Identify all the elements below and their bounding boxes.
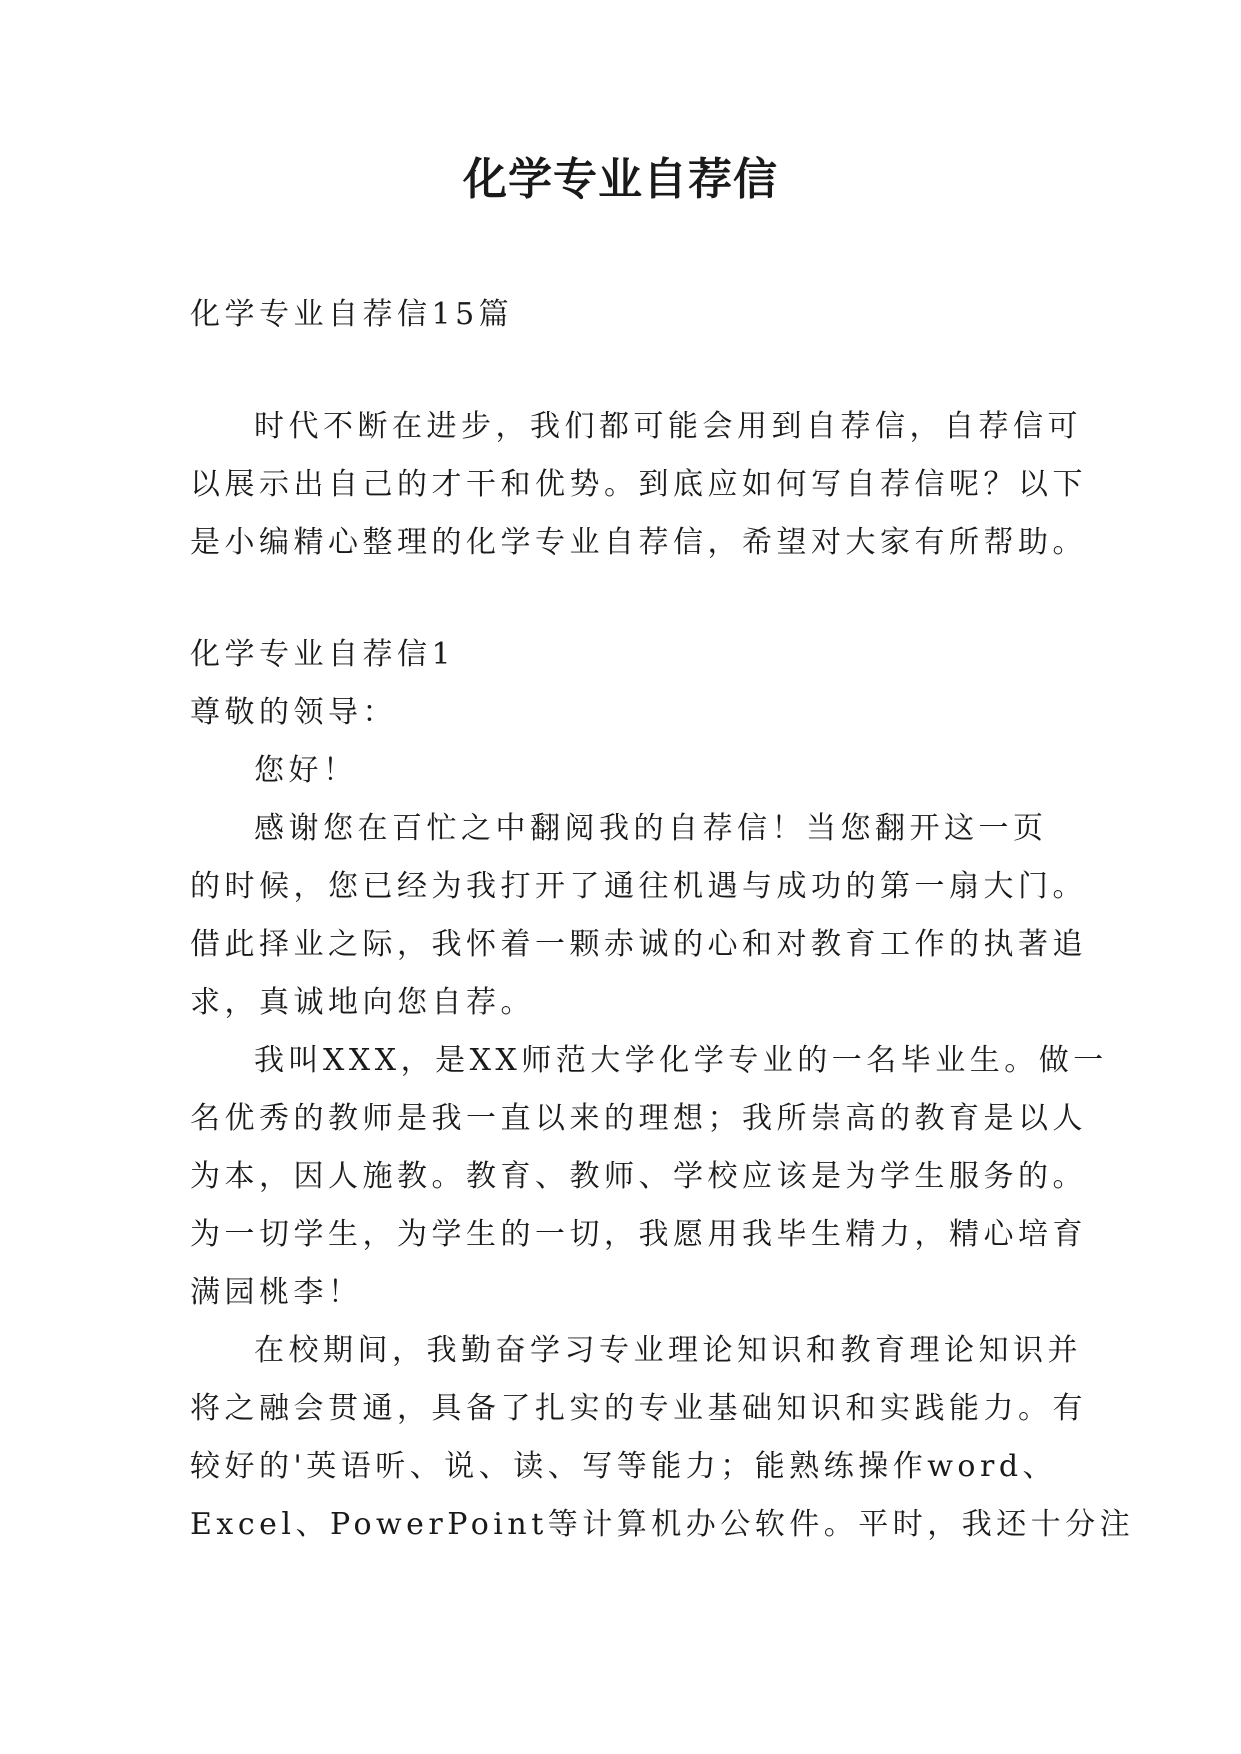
body-line: 的时候，您已经为我打开了通往机遇与成功的第一扇大门。 (190, 869, 1087, 904)
section-heading: 化学专业自荐信1 (190, 637, 456, 672)
intro-line: 是小编精心整理的化学专业自荐信，希望对大家有所帮助。 (190, 525, 1087, 560)
document-title: 化学专业自荐信 (463, 154, 778, 205)
body-line: 在校期间，我勤奋学习专业理论知识和教育理论知识并 (254, 1333, 1082, 1368)
body-line: 求，真诚地向您自荐。 (190, 985, 535, 1020)
salutation: 尊敬的领导： (190, 695, 397, 730)
subtitle-line: 化学专业自荐信15篇 (190, 297, 514, 332)
body-line: 为本，因人施教。教育、教师、学校应该是为学生服务的。 (190, 1159, 1087, 1194)
body-line: 名优秀的教师是我一直以来的理想；我所崇高的教育是以人 (190, 1101, 1087, 1136)
body-line: 满园桃李！ (190, 1275, 363, 1310)
body-line: Excel、PowerPoint等计算机办公软件。平时，我还十分注 (190, 1507, 1135, 1542)
body-line: 较好的'英语听、说、读、写等能力；能熟练操作word、 (190, 1449, 1058, 1484)
greeting: 您好！ (254, 753, 358, 788)
body-line: 感谢您在百忙之中翻阅我的自荐信！当您翻开这一页 (254, 811, 1048, 846)
body-line: 将之融会贯通，具备了扎实的专业基础知识和实践能力。有 (190, 1391, 1087, 1426)
body-line: 借此择业之际，我怀着一颗赤诚的心和对教育工作的执著追 (190, 927, 1087, 962)
body-line: 为一切学生，为学生的一切，我愿用我毕生精力，精心培育 (190, 1217, 1087, 1252)
intro-line: 时代不断在进步，我们都可能会用到自荐信，自荐信可 (254, 409, 1082, 444)
body-line: 我叫XXX，是XX师范大学化学专业的一名毕业生。做一 (254, 1043, 1108, 1078)
intro-line: 以展示出自己的才干和优势。到底应如何写自荐信呢？以下 (190, 467, 1087, 502)
